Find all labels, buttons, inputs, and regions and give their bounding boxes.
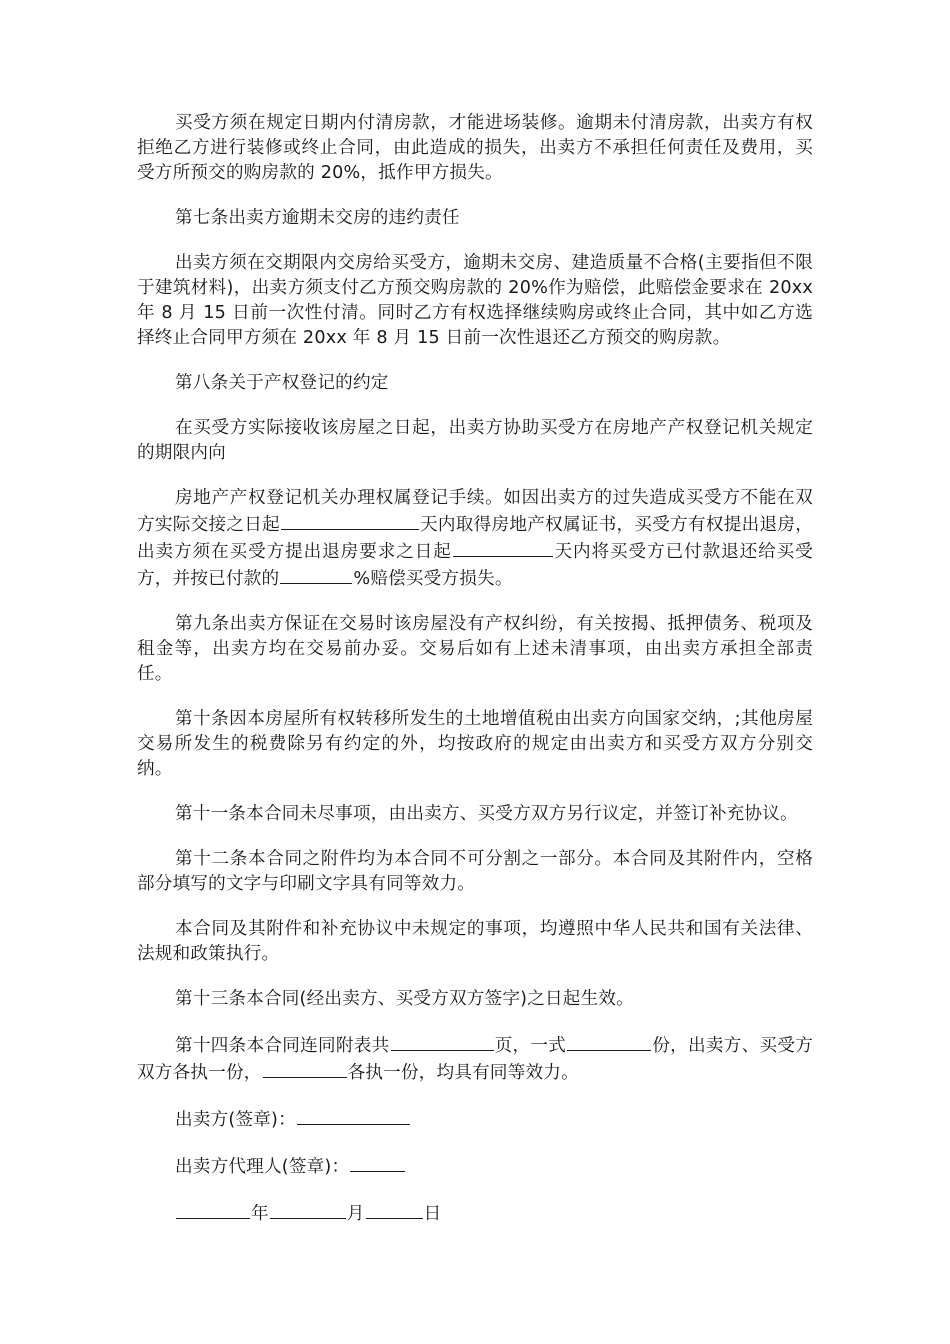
article-8-heading: 第八条关于产权登记的约定 (175, 373, 389, 393)
paragraph-article-8-intro: 在买受方实际接收该房屋之日起，出卖方协助买受方在房地产产权登记机关规定的期限内向 (137, 418, 813, 463)
date-line (137, 1200, 813, 1227)
seller-signature-label: 出卖方(签章)： (175, 1110, 296, 1130)
paragraph-article-7: 出卖方须在交期限内交房给买受方，逾期未交房、建造质量不合格(主要指但不限于建筑材料)，出卖方须支付乙方预交购房款的 20%作为赔偿，此赔偿金要求在 20xx 年 8 月 15 日前一次性付清。同时乙方有权选择继续购房或终止合同，其中如乙方选择终止合同甲方须在 20xx 年 8 月 15 日前一次性退还乙方预交的购房款。 (137, 253, 813, 348)
paragraph-title-registration (137, 486, 813, 592)
text-segment: 房地产产权登记机关办理权属登记手续。如因出卖方的过失造成买受方不能在双方实际交接之日起 (137, 488, 813, 535)
text-segment: 天内将买受方已付款退还给买受方，并按已付款的 (137, 542, 813, 589)
paragraph-applicable-law: 本合同及其附件和补充协议中未规定的事项，均遵照中华人民共和国有关法律、法规和政策执行。 (137, 919, 813, 964)
blank-copies-field[interactable] (567, 1032, 651, 1051)
paragraph-article-10: 第十条因本房屋所有权转移所发生的土地增值税由出卖方向国家交纳，;其他房屋交易所发生的税费除另有约定的外，均按政府的规定由出卖方和买受方双方分别交纳。 (137, 709, 813, 779)
text-segment: 第十四条本合同连同附表共 (175, 1036, 390, 1056)
day-field[interactable] (366, 1200, 423, 1219)
blank-days-field[interactable] (281, 511, 419, 530)
seller-signature-field[interactable] (297, 1106, 410, 1125)
document-page (137, 111, 813, 1247)
paragraph-article-14 (137, 1032, 813, 1086)
paragraph-article-12: 第十二条本合同之附件均为本合同不可分割之一部分。本合同及其附件内，空格部分填写的文字与印刷文字具有同等效力。 (137, 849, 813, 894)
text-segment: 天内取得房地产权属证书，买受方有权提出退房，出卖方须在买受方提出退房要求之日起 (137, 515, 813, 562)
paragraph-article-9: 第九条出卖方保证在交易时该房屋没有产权纠纷，有关按揭、抵押债务、税项及租金等，出卖方均在交易前办妥。交易后如有上述未清事项，由出卖方承担全部责任。 (137, 614, 813, 684)
blank-percent-field[interactable] (280, 565, 352, 584)
text-segment: 份，出卖方、买受方双方各执一份， (137, 1036, 813, 1083)
seller-signature-line (137, 1106, 813, 1133)
text-segment: 各执一份，均具有同等效力。 (347, 1063, 579, 1083)
paragraph-article-13: 第十三条本合同(经出卖方、买受方双方签字)之日起生效。 (175, 989, 634, 1009)
month-field[interactable] (270, 1200, 346, 1219)
text-segment: %赔偿买受方损失。 (353, 569, 513, 589)
article-7-heading: 第七条出卖方逾期未交房的违约责任 (175, 208, 460, 228)
day-label: 日 (423, 1204, 442, 1224)
year-label: 年 (251, 1204, 269, 1224)
blank-party-field[interactable] (263, 1059, 347, 1078)
blank-refund-days-field[interactable] (453, 538, 553, 557)
text-segment: 页，一式 (494, 1036, 567, 1056)
agent-signature-field[interactable] (350, 1153, 405, 1172)
blank-pages-field[interactable] (391, 1032, 494, 1051)
month-label: 月 (346, 1204, 365, 1224)
agent-signature-line (137, 1153, 813, 1180)
year-field[interactable] (176, 1200, 250, 1219)
paragraph-article-11: 第十一条本合同未尽事项，由出卖方、买受方双方另行议定，并签订补充协议。 (175, 804, 798, 824)
paragraph-payment-terms: 买受方须在规定日期内付清房款，才能进场装修。逾期未付清房款，出卖方有权拒绝乙方进行装修或终止合同，由此造成的损失，出卖方不承担任何责任及费用，买受方所预交的购房款的 20%，抵作甲方损失。 (137, 113, 813, 183)
agent-signature-label: 出卖方代理人(签章)： (175, 1157, 350, 1177)
